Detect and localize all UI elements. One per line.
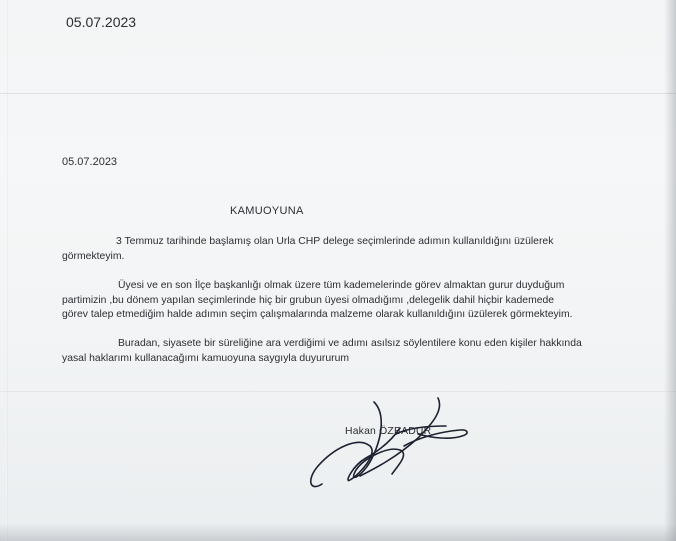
- header-date: 05.07.2023: [66, 14, 137, 30]
- paragraph-2: [62, 279, 573, 323]
- paper-shadow: [664, 0, 676, 541]
- paragraph-line: partimizin ,bu dönem yapılan seçimlerinde hiç bir grubun üyesi olmadığımı ,delegelik dahil hiçbir kademede: [62, 294, 555, 306]
- paragraph-line: Buradan, siyasete bir süreliğine ara verdiğimi ve adımı asılsız söylentilere konu eden kişiler hakkında: [118, 338, 582, 349]
- paragraph-line: 3 Temmuz tarihinde başlamış olan Urla CHP delege seçimlerinde adımın kullanıldığını üzülerek: [116, 236, 554, 247]
- paragraph-line: Üyesi ve en son İlçe başkanlığı olmak üzere tüm kademelerinde görev almaktan gurur duyduğum: [118, 280, 565, 291]
- handwritten-signature: [300, 388, 480, 498]
- paper-crease: [0, 92, 676, 94]
- paragraph-line: görmekteyim.: [62, 250, 125, 262]
- letter-date: 05.07.2023: [62, 156, 118, 168]
- letter-title: KAMUOYUNA: [230, 205, 304, 217]
- signer-name: Hakan ÖZBADUR: [345, 426, 432, 437]
- paper-crease: [6, 0, 8, 541]
- paragraph-1: [62, 235, 553, 264]
- paper-shadow: [0, 523, 676, 541]
- paragraph-line: yasal haklarımı kullanacağımı kamuoyuna saygıyla duyururum: [62, 352, 350, 364]
- paragraph-3: [62, 337, 582, 366]
- paragraph-line: görev talep etmediğim halde adımın seçim çalışmalarında malzeme olarak kullanıldığını üzülerek görmekteyim.: [62, 309, 573, 320]
